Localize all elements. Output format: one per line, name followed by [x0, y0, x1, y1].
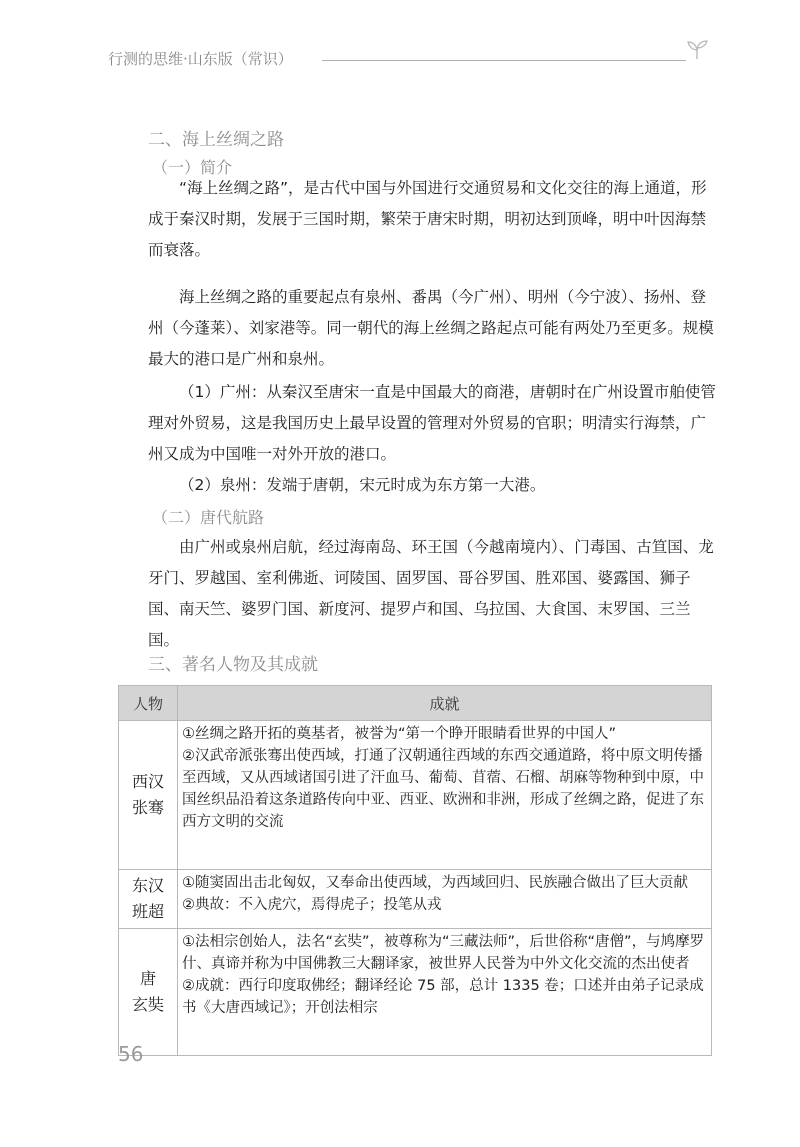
- achievement-cell: [178, 870, 712, 929]
- achievement-cell: [178, 721, 712, 870]
- person-cell: [119, 721, 178, 870]
- person-name: 张骞: [131, 798, 164, 817]
- page-number: 56: [118, 1042, 144, 1066]
- running-header: [108, 38, 708, 72]
- achievement-line: ①法相宗创始人，法名“玄奘”，被尊称为“三藏法师”，后世俗称“唐僧”，与鸠摩罗什、真谛并称为中国佛教三大翻译家，被世界人民誉为中外文化交流的杰出使者: [182, 934, 705, 972]
- sprout-icon: [686, 38, 708, 60]
- header-person: 人物: [119, 686, 178, 721]
- person-dynasty: 西汉: [131, 772, 164, 791]
- paragraph-guangzhou: （1）广州：从秦汉至唐宋一直是中国最大的商港，唐朝时在广州设置市舶使管理对外贸易，这是我国历史上最早设置的管理对外贸易的官职；明清实行海禁，广州又成为中国唯一对外开放的港口。: [148, 383, 716, 463]
- achievement-line: ①丝绸之路开拓的奠基者，被誉为“第一个睁开眼睛看世界的中国人”: [182, 726, 617, 742]
- subsection-intro-title: （一）简介: [152, 158, 233, 177]
- subsection-route-title: （二）唐代航路: [152, 508, 265, 527]
- person-name: 玄奘: [131, 995, 164, 1014]
- paragraph-intro: “海上丝绸之路”，是古代中国与外国进行交通贸易和文化交往的海上通道，形成于秦汉时期，发展于三国时期，繁荣于唐宋时期，明初达到顶峰，明中叶因海禁而衰落。: [148, 179, 707, 259]
- achievement-cell: [178, 929, 712, 1056]
- table-row: [119, 721, 712, 870]
- table-header-row: [119, 686, 712, 721]
- achievement-line: ②汉武帝派张骞出使西域，打通了汉朝通往西域的东西交通道路，将中原文明传播至西域，又从西域诸国引进了汗血马、葡萄、苜蓿、石榴、胡麻等物种到中原，中国丝织品沿着这条道路传向中亚、西亚、欧洲和非洲，形成了丝绸之路，促进了东西方文明的交流: [182, 748, 704, 830]
- section-2-title: 二、海上丝绸之路: [148, 130, 284, 150]
- person-dynasty: 唐: [139, 969, 156, 988]
- achievements-table: [118, 685, 712, 1056]
- person-cell: [119, 929, 178, 1056]
- achievement-line: ②典故：不入虎穴，焉得虎子；投笔从戎: [182, 897, 442, 913]
- paragraph-quanzhou: （2）泉州：发端于唐朝，宋元时成为东方第一大港。: [179, 476, 546, 494]
- running-header-title: 行测的思维·山东版（常识）: [108, 50, 293, 68]
- header-rule: [322, 60, 686, 61]
- achievement-line: ②成就：西行印度取佛经；翻译经论 75 部，总计 1335 卷；口述并由弟子记录成书《大唐西域记》；开创法相宗: [182, 978, 704, 1016]
- person-cell: [119, 870, 178, 929]
- paragraph-ports: 海上丝绸之路的重要起点有泉州、番禺（今广州）、明州（今宁波）、扬州、登州（今蓬莱）、刘家港等。同一朝代的海上丝绸之路起点可能有两处乃至更多。规模最大的港口是广州和泉州。: [148, 288, 714, 368]
- section-3-title: 三、著名人物及其成就: [148, 655, 318, 675]
- paragraph-route: 由广州或泉州启航，经过海南岛、环王国（今越南境内）、门毒国、古笪国、龙牙门、罗越国、室利佛逝、诃陵国、固罗国、哥谷罗国、胜邓国、婆露国、狮子国、南天竺、婆罗门国、新度河、提罗卢和国、乌拉国、大食国、末罗国、三兰国。: [148, 538, 714, 649]
- person-name: 班超: [131, 902, 164, 921]
- achievement-line: ①随窦固出击北匈奴，又奉命出使西域，为西域回归、民族融合做出了巨大贡献: [182, 875, 688, 891]
- table-row: [119, 929, 712, 1056]
- header-achievement: 成就: [178, 686, 712, 721]
- table-row: [119, 870, 712, 929]
- person-dynasty: 东汉: [131, 876, 164, 895]
